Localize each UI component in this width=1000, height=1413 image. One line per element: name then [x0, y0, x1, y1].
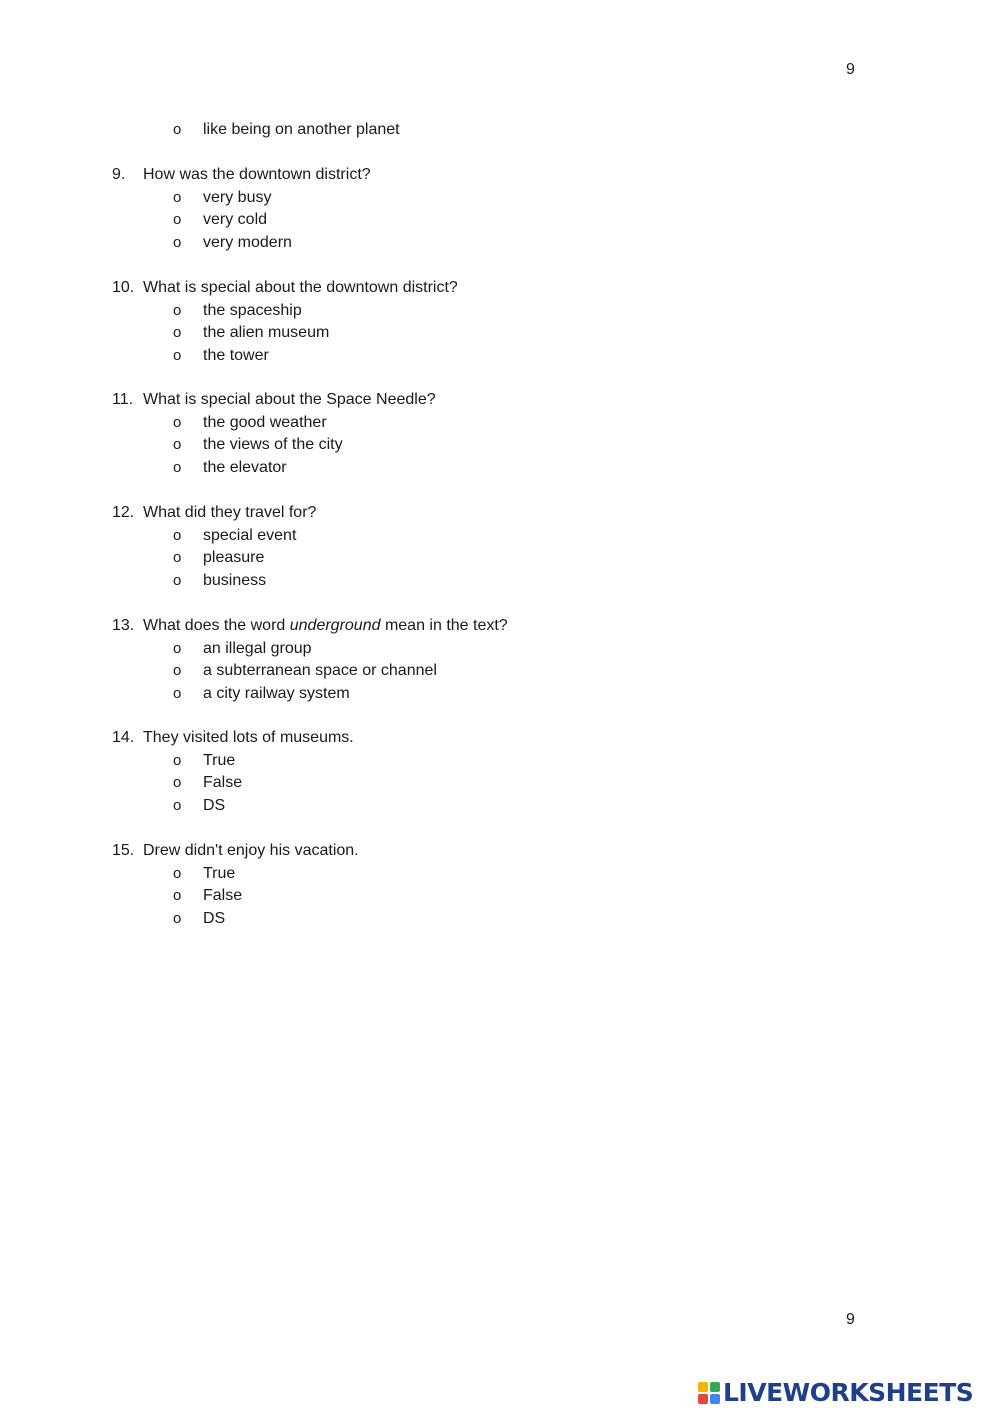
icon-square-green [710, 1382, 720, 1392]
radio-bullet-icon[interactable]: o [173, 684, 182, 702]
question-number: 14. [112, 729, 135, 746]
option-text: the elevator [203, 458, 287, 476]
question-text: Drew didn't enjoy his vacation. [143, 842, 359, 859]
radio-bullet-icon[interactable]: o [173, 571, 182, 589]
question-number: 13. [112, 617, 135, 634]
icon-square-red [698, 1394, 708, 1404]
liveworksheets-grid-icon [698, 1382, 720, 1404]
question-text: They visited lots of museums. [143, 729, 354, 746]
icon-square-yellow [698, 1382, 708, 1392]
radio-bullet-icon[interactable]: o [173, 346, 182, 364]
option-text: a city railway system [203, 684, 350, 702]
radio-bullet-icon[interactable]: o [173, 796, 182, 814]
question-text-before: What does the word [143, 617, 290, 634]
option-text: the tower [203, 346, 269, 364]
option-text: an illegal group [203, 639, 312, 657]
option-text: the views of the city [203, 436, 343, 454]
question-number: 10. [112, 279, 135, 296]
question-number: 11. [112, 391, 134, 408]
page-number-top: 9 [846, 61, 855, 78]
radio-bullet-icon[interactable]: o [173, 549, 182, 567]
option-text: very modern [203, 233, 292, 251]
radio-bullet-icon[interactable]: o [173, 211, 182, 229]
radio-bullet-icon[interactable]: o [173, 413, 182, 431]
page-number-bottom: 9 [846, 1311, 855, 1328]
option-text: special event [203, 526, 297, 544]
radio-bullet-icon[interactable]: o [173, 751, 182, 769]
option-text: the spaceship [203, 301, 302, 319]
radio-bullet-icon[interactable]: o [173, 887, 182, 905]
radio-bullet-icon[interactable]: o [173, 458, 182, 476]
option-text: True [203, 864, 236, 882]
option-text: like being on another planet [203, 121, 400, 138]
radio-bullet-icon[interactable]: o [173, 526, 182, 544]
radio-bullet-icon[interactable]: o [173, 909, 182, 927]
radio-bullet-icon[interactable]: o [173, 233, 182, 251]
icon-square-blue [710, 1394, 720, 1404]
radio-bullet-icon[interactable]: o [173, 864, 182, 882]
question-text: What is special about the Space Needle? [143, 391, 436, 408]
radio-bullet-icon[interactable]: o [173, 662, 182, 680]
question-text-after: mean in the text? [380, 617, 508, 634]
question-text-emphasis: underground [289, 617, 381, 634]
option-text: very busy [203, 188, 272, 206]
radio-bullet-icon[interactable]: o [173, 774, 182, 792]
option-text: the alien museum [203, 324, 330, 342]
option-text: False [203, 887, 243, 905]
question-number: 9. [112, 166, 126, 183]
question-text: What did they travel for? [143, 504, 317, 521]
option-text: very cold [203, 211, 268, 229]
option-text: a subterranean space or channel [203, 662, 437, 680]
option-text: pleasure [203, 549, 265, 567]
question-number: 12. [112, 504, 135, 521]
option-text: True [203, 751, 236, 769]
question-text: How was the downtown district? [143, 166, 371, 183]
radio-bullet-icon[interactable]: o [173, 324, 182, 342]
radio-bullet-icon[interactable]: o [173, 639, 182, 657]
liveworksheets-logo[interactable] [698, 1380, 973, 1406]
radio-bullet-icon[interactable]: o [173, 436, 182, 454]
question-number: 15. [112, 842, 135, 859]
option-text: DS [203, 796, 226, 814]
option-text: the good weather [203, 413, 327, 431]
option-text: False [203, 774, 243, 792]
option-text: DS [203, 909, 226, 927]
radio-bullet-icon[interactable]: o [173, 301, 182, 319]
question-text: What is special about the downtown district? [143, 279, 458, 296]
option-text: business [203, 571, 267, 589]
question-text [143, 615, 508, 638]
radio-bullet-icon[interactable]: o [173, 188, 182, 206]
bullet-icon: o [173, 121, 182, 138]
brand-name: LIVEWORKSHEETS [723, 1378, 974, 1407]
